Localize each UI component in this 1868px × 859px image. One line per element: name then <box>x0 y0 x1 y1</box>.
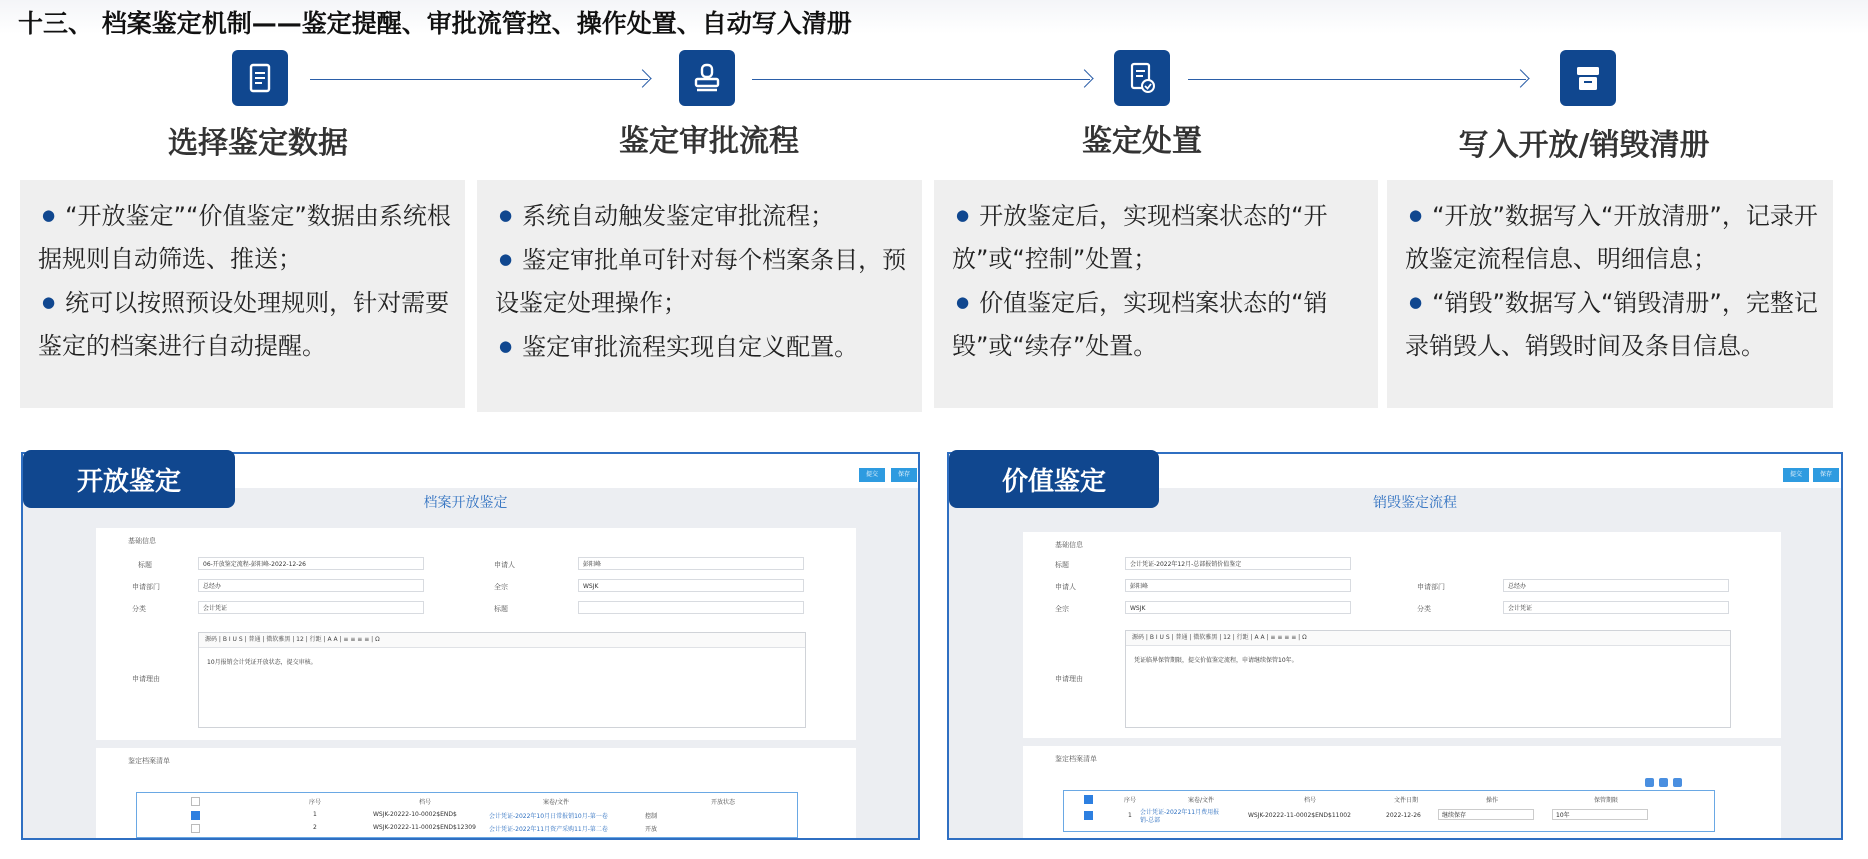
card-line: ● “开放鉴定”“价值鉴定”数据由系统根据规则自动筛选、推送； <box>38 202 451 273</box>
panel-open-appraisal <box>21 452 920 840</box>
fonds-input[interactable]: WSJK <box>1125 601 1351 614</box>
step-icon-write <box>1560 50 1616 106</box>
row-checkbox[interactable] <box>1084 811 1093 820</box>
column-header: 文件日期 <box>1394 797 1419 804</box>
bullet-icon: ● <box>956 293 970 311</box>
step-label-2: 鉴定审批流程 <box>619 124 799 159</box>
card-line: ● 统可以按照预设处理规则，针对需要鉴定的档案进行自动提醒。 <box>38 289 450 360</box>
row-checkbox[interactable] <box>191 824 200 833</box>
page-title: 十三、 档案鉴定机制——鉴定提醒、审批流管控、操作处置、自动写入清册 <box>18 9 852 38</box>
bullet-icon: ● <box>499 206 513 224</box>
card-line: ● 开放鉴定后，实现档案状态的“开放”或“控制”处置； <box>952 202 1328 273</box>
cell-code: WSJK-20222-11-0002$END$11002 <box>1248 812 1351 819</box>
step-label-3: 鉴定处置 <box>1082 124 1202 159</box>
column-header: 档号 <box>419 799 432 806</box>
cell-no: 1 <box>313 811 317 818</box>
fonds-input[interactable]: WSJK <box>578 579 804 592</box>
card-disposal <box>934 180 1378 408</box>
cell-status[interactable]: 控制 <box>645 813 658 820</box>
field-label-category: 分类 <box>132 605 146 613</box>
dept-input[interactable]: 总经办 <box>198 579 424 592</box>
bullet-icon: ● <box>499 250 513 268</box>
flow-arrow-1 <box>310 79 648 80</box>
panel-tag-value: 价值鉴定 <box>949 450 1159 508</box>
submit-button[interactable]: 提交 <box>1783 468 1809 482</box>
form-title: 档案开放鉴定 <box>423 495 508 511</box>
field-label-dept: 申请部门 <box>1417 583 1445 591</box>
cell-date[interactable]: 2022-12-26 <box>1386 812 1421 819</box>
field-label-reason: 申请理由 <box>1055 675 1083 683</box>
copy-row-icon[interactable] <box>1673 778 1682 787</box>
step-icon-approval <box>679 50 735 106</box>
retention-term-select[interactable]: 10年 <box>1552 809 1648 820</box>
title-input[interactable]: 会计凭证-2022年12月-总部报销价值鉴定 <box>1125 557 1351 570</box>
step-icon-disposal <box>1114 50 1170 106</box>
save-button[interactable]: 保存 <box>891 468 917 482</box>
field-label-reason: 申请理由 <box>132 675 160 683</box>
field-label-category: 分类 <box>1417 605 1431 613</box>
document-icon <box>243 61 277 95</box>
cell-title-link[interactable]: 会计凭证-2022年10月日常报销10月-第一卷 <box>489 813 608 820</box>
bullet-icon: ● <box>1409 293 1423 311</box>
section-title: 基础信息 <box>128 537 156 545</box>
column-header: 档号 <box>1304 797 1317 804</box>
save-button[interactable]: 保存 <box>1813 468 1839 482</box>
appraisal-table <box>136 792 798 838</box>
field-label-applicant: 申请人 <box>494 561 515 569</box>
field-label-fonds: 全宗 <box>494 583 508 591</box>
flow-arrow-3 <box>1188 79 1526 80</box>
reason-editor[interactable] <box>1125 630 1731 728</box>
select-all-checkbox[interactable] <box>191 797 200 806</box>
reason-editor[interactable] <box>198 632 806 728</box>
applicant-input[interactable]: 彭阳峰 <box>578 557 804 570</box>
column-header: 序号 <box>1124 797 1137 804</box>
stamp-icon <box>690 61 724 95</box>
field-label-applicant: 申请人 <box>1055 583 1076 591</box>
editor-content: 凭证临界保管期限，提交价值鉴定流程，申请继续保管10年。 <box>1134 657 1298 664</box>
category-input[interactable]: 会计凭证 <box>1503 601 1729 614</box>
archive-box-icon <box>1571 61 1605 95</box>
column-header: 序号 <box>309 799 322 806</box>
section-list <box>1023 746 1781 840</box>
card-line: ● “开放”数据写入“开放清册”，记录开放鉴定流程信息、明细信息； <box>1405 202 1818 273</box>
applicant-input[interactable]: 彭阳峰 <box>1125 579 1351 592</box>
bullet-icon: ● <box>1409 206 1423 224</box>
step-label-4: 写入开放/销毁清册 <box>1458 128 1710 163</box>
cell-no: 1 <box>1128 812 1132 819</box>
title-input[interactable]: 06-开放鉴定流程-彭阳峰-2022-12-26 <box>198 557 424 570</box>
card-line: ● 系统自动触发鉴定审批流程； <box>499 202 835 230</box>
column-header: 案卷/文件 <box>543 799 570 806</box>
cell-status[interactable]: 开放 <box>645 826 658 833</box>
editor-toolbar[interactable]: 源码 | B I U S | 普通 | 微软雅黑 | 12 | 行距 | A A | ≡ ≡ ≡ ≡ | Ω <box>199 633 805 648</box>
section-basic-info <box>96 528 856 740</box>
field-label-mark: 标题 <box>494 605 508 613</box>
card-write <box>1387 180 1833 408</box>
field-label-title: 标题 <box>1055 561 1069 569</box>
bullet-icon: ● <box>956 206 970 224</box>
card-approval <box>477 180 922 412</box>
cell-code: WSJK-20222-10-0002$END$ <box>373 811 457 818</box>
row-checkbox[interactable] <box>191 811 200 820</box>
panel-tag-open: 开放鉴定 <box>23 450 235 508</box>
section-title: 鉴定档案清单 <box>128 757 170 765</box>
step-label-1: 选择鉴定数据 <box>168 126 348 161</box>
field-label-fonds: 全宗 <box>1055 605 1069 613</box>
appraisal-table <box>1063 790 1715 832</box>
submit-button[interactable]: 提交 <box>859 468 885 482</box>
cell-code: WSJK-20222-11-0002$END$12309 <box>373 824 476 831</box>
cell-title-link[interactable]: 会计凭证-2022年11月费用报销-总部 <box>1140 809 1220 824</box>
panel-value-appraisal <box>947 452 1843 840</box>
card-line: ● 鉴定审批单可针对每个档案条目，预设鉴定处理操作； <box>495 246 907 317</box>
card-line: ● “销毁”数据写入“销毁清册”，完整记录销毁人、销毁时间及条目信息。 <box>1405 289 1818 360</box>
column-header: 保管期限 <box>1594 797 1619 804</box>
field-label-dept: 申请部门 <box>132 583 160 591</box>
remove-row-icon[interactable] <box>1659 778 1668 787</box>
flow-arrow-2 <box>752 79 1090 80</box>
bullet-icon: ● <box>42 206 56 224</box>
mark-input[interactable] <box>578 601 804 614</box>
editor-toolbar[interactable]: 源码 | B I U S | 普通 | 微软雅黑 | 12 | 行距 | A A | ≡ ≡ ≡ ≡ | Ω <box>1126 631 1730 646</box>
section-basic-info <box>1023 532 1781 738</box>
step-icon-select-data <box>232 50 288 106</box>
field-label-title: 标题 <box>138 561 152 569</box>
card-line: ● 价值鉴定后，实现档案状态的“销毁”或“续存”处置。 <box>952 289 1328 360</box>
dept-input[interactable]: 总经办 <box>1503 579 1729 592</box>
cell-title-link[interactable]: 会计凭证-2022年11月资产采购11月-第二卷 <box>489 826 608 833</box>
add-row-icon[interactable] <box>1645 778 1654 787</box>
category-input[interactable]: 会计凭证 <box>198 601 424 614</box>
section-title: 基础信息 <box>1055 541 1083 549</box>
checklist-icon <box>1125 61 1159 95</box>
section-list <box>96 748 856 838</box>
column-header: 案卷/文件 <box>1188 797 1215 804</box>
column-header: 操作 <box>1486 797 1499 804</box>
cell-no: 2 <box>313 824 317 831</box>
operation-select[interactable]: 继续保存 <box>1438 809 1534 820</box>
card-line: ● 鉴定审批流程实现自定义配置。 <box>499 333 859 361</box>
card-select-data <box>20 180 465 408</box>
column-header: 开放状态 <box>711 799 736 806</box>
form-title: 销毁鉴定流程 <box>1373 495 1457 511</box>
editor-content: 10月报销会计凭证开放状态，提交审核。 <box>207 659 317 666</box>
section-title: 鉴定档案清单 <box>1055 755 1097 763</box>
bullet-icon: ● <box>499 337 513 355</box>
bullet-icon: ● <box>42 293 56 311</box>
select-all-checkbox[interactable] <box>1084 795 1093 804</box>
